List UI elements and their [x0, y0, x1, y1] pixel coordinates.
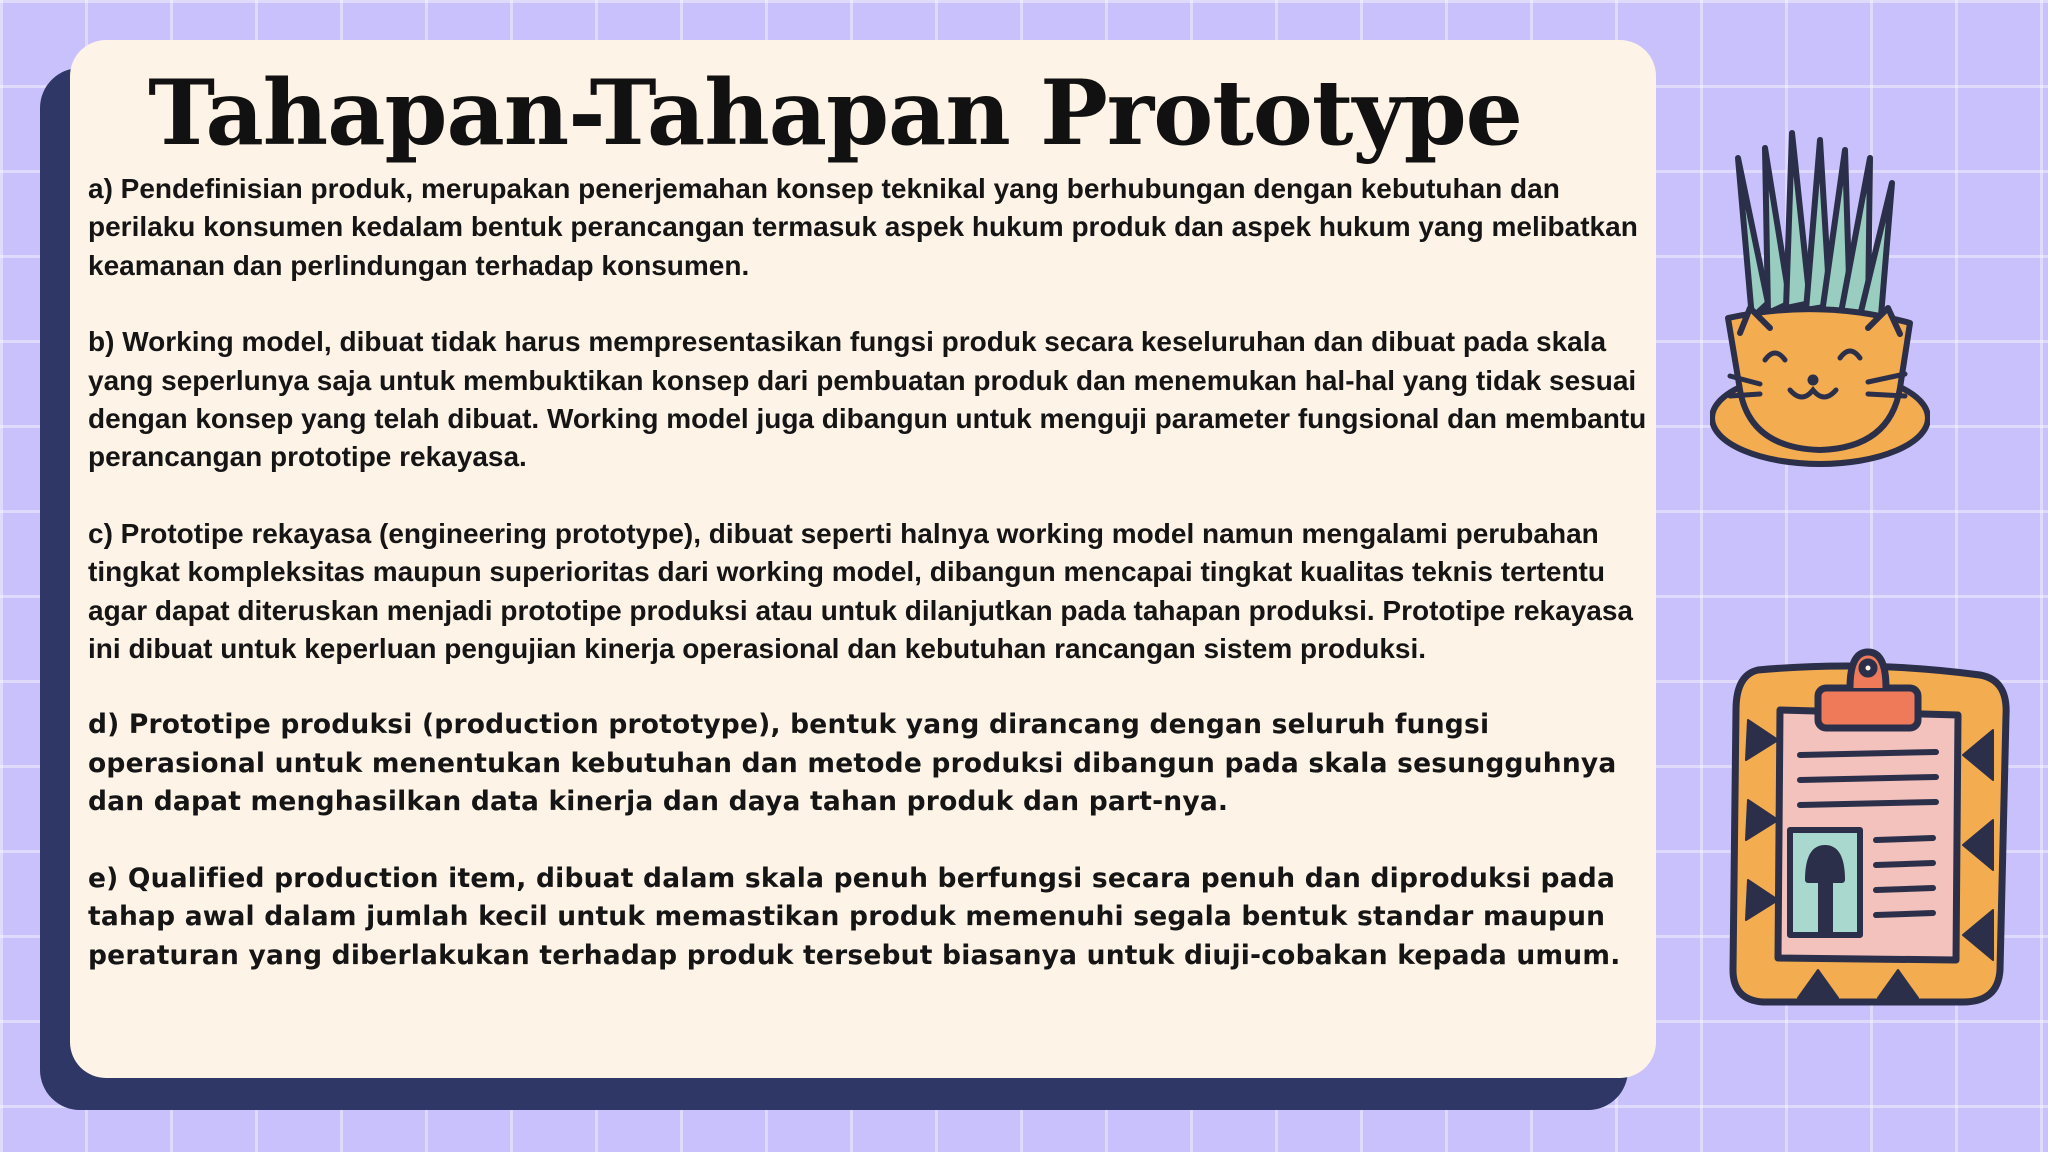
slide-title: Tahapan-Tahapan Prototype: [148, 60, 1522, 166]
slide-body: [88, 170, 1648, 1013]
paragraph-d: d) Prototipe produksi (production prototype), bentuk yang dirancang dengan seluruh fungsi operasional untuk menentukan kebutuhan dan metode produksi dibangun pada skala sesungguhnya dan dapat menghasilkan data kinerja dan daya tahan produk dan part-nya.: [88, 709, 1617, 818]
paragraph-a: a) Pendefinisian produk, merupakan penerjemahan konsep teknikal yang berhubungan dengan kebutuhan dan perilaku konsumen kedalam bentuk perancangan termasuk aspek hukum produk dan aspek hukum yang melibatkan keamanan dan perlindungan terhadap konsumen.: [88, 173, 1638, 281]
cat-planter-icon: [1710, 128, 1930, 483]
clipboard-icon: [1718, 640, 2018, 1020]
paragraph-c: c) Prototipe rekayasa (engineering prototype), dibuat seperti halnya working model namun mengalami perubahan tingkat kompleksitas maupun superioritas dari working model, dibangun mencapai tingkat kualitas teknis tertentu agar dapat diteruskan menjadi prototipe produksi atau untuk dilanjutkan pada tahapan produksi. Prototipe rekayasa ini dibuat untuk keperluan pengujian kinerja operasional dan kebutuhan rancangan sistem produksi.: [88, 517, 1633, 665]
paragraph-e: e) Qualified production item, dibuat dalam skala penuh berfungsi secara penuh dan diproduksi pada tahap awal dalam jumlah kecil untuk memastikan produk memenuhi segala bentuk standar maupun peraturan yang diberlakukan terhadap produk tersebut biasanya untuk diuji-cobakan kepada umum.: [88, 862, 1621, 971]
paragraph-b: b) Working model, dibuat tidak harus mempresentasikan fungsi produk secara keseluruhan dan dibuat pada skala yang seperlunya saja untuk membuktikan konsep dari pembuatan produk dan menemukan hal-hal yang tidak sesuai dengan konsep yang telah dibuat. Working model juga dibangun untuk menguji parameter fungsional dan membantu perancangan prototipe rekayasa.: [88, 326, 1647, 473]
